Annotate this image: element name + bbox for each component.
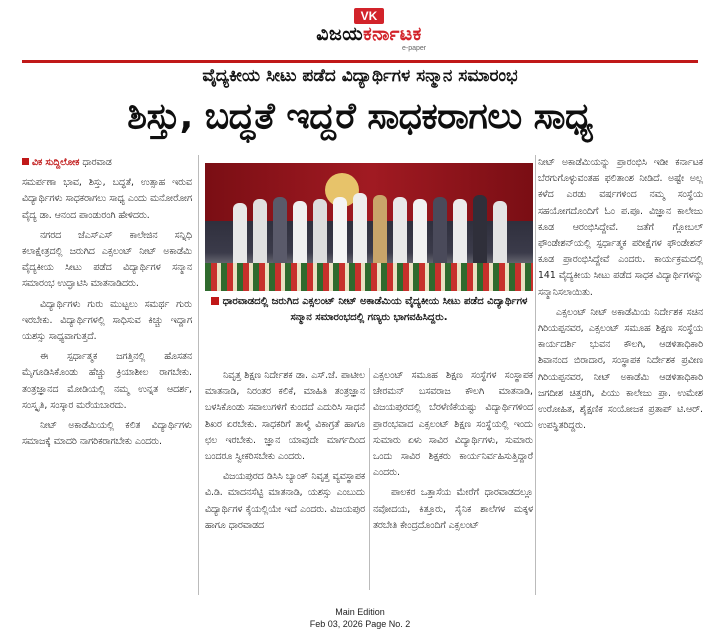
person-figure: [433, 197, 447, 263]
person-figure: [253, 199, 267, 263]
masthead: [0, 0, 720, 62]
paragraph: ವಿಜಯಪುರದ ಡಿಸಿಸಿ ಬ್ಯಾಂಕ್ ನಿವೃತ್ತ ವ್ಯವಸ್ಥಾಪಕ ವಿ.ಡಿ. ಮಾದನಸೆಟ್ಟಿ ಮಾತನಾಡಿ, ಯಶಸ್ಸು ಎಂಬುದು ವಿದ್ಯಾರ್ಥಿಗಳ ಕೈಯಲ್ಲಿಯೇ ಇದೆ ಎಂದರು. ವಿಜಯಪುರ ಹಾಗೂ ಧಾರವಾಡದ: [205, 471, 365, 531]
person-figure: [453, 199, 467, 263]
article-kicker: ವೈದ್ಯಕೀಯ ಸೀಟು ಪಡೆದ ವಿದ್ಯಾರ್ಥಿಗಳ ಸನ್ಮಾನ ಸಮಾರಂಭ: [202, 66, 518, 86]
person-figure: [273, 197, 287, 263]
person-figure: [313, 199, 327, 263]
article-column-4: [538, 155, 703, 590]
logo-subtitle: e-paper: [402, 45, 427, 52]
paragraph: ವಿದ್ಯಾರ್ಥಿಗಳು ಗುರು ಮುಟ್ಟಲು ಸಮರ್ಥ ಗುರು ಇರಬೇಕು. ವಿದ್ಯಾರ್ಥಿಗಳಲ್ಲಿ ಸಾಧಿಸುವ ಕಿಚ್ಚು ಇದ್ದಾಗ ಯಶಸ್ಸು ಸಾಧ್ಯವಾಗುತ್ತದೆ.: [22, 298, 192, 343]
paragraph: ಎಕ್ಸಲಂಟ್ ನೀಟ್ ಅಕಾಡೆಮಿಯ ನಿರ್ದೇಶಕ ಸಚಿನ ಗಿರಿಯಪ್ಪನವರ, ಎಕ್ಸಲಂಟ್ ಸಮೂಹ ಶಿಕ್ಷಣ ಸಂಸ್ಥೆಯ ಕಾರ್ಯದರ್ಶಿ ಭುವನ ಕೌಲಗಿ, ಆಡಳಿತಾಧಿಕಾರಿ ಶಿವಾನಂದ ಬಿರಾದಾರ, ಸಂಸ್ಥಾಪಕ ನಿರ್ದೇಶಕ ಪ್ರವೀಣ ಗಿರಿಯಪ್ಪನವರ, ನೀಟ್ ಅಕಾಡೆಮಿ ಆಡಳಿತಾಧಿಕಾರಿ ಜಗದೀಶ ಚಿತ್ತರಗಿ, ಪಿಯು ಕಾಲೇಜು ಪ್ರಾ. ಉಮೇಶ ಉರೋಹಿತ, ಶೈಕ್ಷಣಿಕ ಸಂಯೋಜಕ ಪ್ರತಾಪ್ ಟಿ.ಆರ್. ಉಪಸ್ಥಿತರಿದ್ದರು.: [538, 306, 703, 432]
byline-paragraph: [22, 155, 192, 171]
article-headline: ಶಿಸ್ತು, ಬದ್ಧತೆ ಇದ್ದರೆ ಸಾಧಕರಾಗಲು ಸಾಧ್ಯ: [127, 96, 593, 137]
person-figure: [353, 193, 367, 263]
column-divider: [535, 155, 536, 595]
person-figure: [233, 203, 247, 263]
newspaper-logo[interactable]: [284, 8, 454, 52]
article-column-1: [22, 155, 192, 595]
caption-square-icon: [211, 297, 219, 305]
logo-vk-mark: VK: [354, 8, 384, 24]
date-page-label: Feb 03, 2026 Page No. 2: [309, 619, 411, 629]
edition-label: Main Edition: [335, 607, 385, 617]
article-column-2: [205, 368, 365, 590]
person-figure: [493, 201, 507, 263]
person-figure: [413, 199, 427, 263]
person-figure: [473, 195, 487, 263]
paragraph: ಎಕ್ಸಲಂಟ್ ಸಮೂಹ ಶಿಕ್ಷಣ ಸಂಸ್ಥೆಗಳ ಸಂಸ್ಥಾಪಕ ಚೇರಮನ್ ಬಸವರಾಜ ಕೌಲಗಿ ಮಾತನಾಡಿ, ವಿಜಯಪುರದಲ್ಲಿ ಬೆರಳೆಣಿಕೆಯಷ್ಟು ವಿದ್ಯಾರ್ಥಿಗಳಿಂದ ಪ್ರಾರಂಭವಾದ ಎಕ್ಸಲಂಟ್ ಶಿಕ್ಷಣ ಸಂಸ್ಥೆಯಲ್ಲಿ ಇಂದು ಸುಮಾರು ಏಳು ಸಾವಿರ ವಿದ್ಯಾರ್ಥಿಗಳು, ಸುಮಾರು ಒಂದು ಸಾವಿರ ಶಿಕ್ಷಕರು ಕಾರ್ಯನಿರ್ವಹಿಸುತ್ತಿದ್ದಾರೆ ಎಂದರು.: [373, 370, 533, 479]
person-figure: [373, 195, 387, 263]
person-figure: [333, 197, 347, 263]
paragraph: ನಿವೃತ್ತ ಶಿಕ್ಷಣ ನಿರ್ದೇಶಕ ಡಾ. ಎಸ್.ಜೆ. ಪಾಟೀಲ ಮಾತನಾಡಿ, ನಿರಂತರ ಕಲಿಕೆ, ಮಾಹಿತಿ ತಂತ್ರಜ್ಞಾನ ಬಳಸಿಕೊಂಡು ಸವಾಲುಗಳಿಗೆ ಕುಂದದೆ ಎದುರಿಸಿ ಸಾಧನೆ ಶಿಖರ ಏರಬೇಕು. ಸಾಧಕರಿಗೆ ತಾಳ್ಮೆ ವಿಕಾಗ್ರತೆ ಹಾಗೂ ಛಲ ಇರಬೇಕು. ಜ್ಞಾನ ಯಾವುದೇ ಮಾರ್ಗದಿಂದ ಬಂದರೂ ಸ್ವೀಕರಿಸಬೇಕು ಎಂದರು.: [205, 370, 365, 463]
event-photo[interactable]: [205, 163, 533, 291]
paragraph: ನಗರದ ಜೆಎಸ್‌ಎಸ್ ಕಾಲೇಜಿನ ಸನ್ನಿಧಿ ಕಲಾಕ್ಷೇತ್ರದಲ್ಲಿ ಜರುಗಿದ ಎಕ್ಸಲಂಟ್ ನೀಟ್ ಅಕಾಡೆಮಿ ವೈದ್ಯಕೀಯ ಸೀಟು ಪಡೆದ ವಿದ್ಯಾರ್ಥಿಗಳ ಸನ್ಮಾನ ಸಮಾರಂಭ ಉದ್ಘಾಟಿಸಿ ಮಾತನಾಡಿದರು.: [22, 229, 192, 290]
paragraph: ನೀಟ್ ಅಕಾಡೆಮಿಯನ್ನು ಪ್ರಾರಂಭಿಸಿ ಇಡೀ ಕರ್ನಾಟಕ ಬೆರಗುಗೊಳ್ಳುವಂತಹ ಫಲಿತಾಂಶ ನೀಡಿದೆ. ಅಷ್ಟೇ ಅಲ್ಲ ಕಳೆದ ಎರಡು ವರ್ಷಗಳಿಂದ ನಮ್ಮ ಸಂಸ್ಥೆಯ ಸಹಯೋಗದೊಂದಿಗೆ ಓಂ ಪ.ಪೂ. ವಿಜ್ಞಾನ ಕಾಲೇಜು ಕೂಡ ಆರಂಭಿಸಿದ್ದೇವೆ. ಜತೆಗೆ ಗ್ಲೋಬಲ್ ಫೌಂಡೇಶನ್‌ಯಲ್ಲಿ ಸ್ಪರ್ಧಾತ್ಮಕ ಪರೀಕ್ಷೆಗಳ ಫೌಂಡೇಶನ್ ಕೂಡ ಪ್ರಾರಂಭಿಸಿದ್ದೇವೆ ಎಂದರು. ಕಾರ್ಯಕ್ರಮದಲ್ಲಿ 141 ವೈದ್ಯಕೀಯ ಸೀಟು ಪಡೆದ ಸಾಧಕ ವಿದ್ಯಾರ್ಥಿಗಳನ್ನು ಸನ್ಮಾನಿಸಲಾಯಿತು.: [538, 157, 703, 298]
article-column-3: [373, 368, 533, 590]
caption-text: ಧಾರವಾಡದಲ್ಲಿ ಜರುಗಿದ ಎಕ್ಸಲಂಟ್ ನೀಟ್ ಅಕಾಡೆಮಿಯ ವೈದ್ಯಕೀಯ ಸೀಟು ಪಡೆದ ವಿದ್ಯಾರ್ಥಿಗಳ ಸನ್ಮಾನ ಸಮಾರಂಭದಲ್ಲಿ ಗಣ್ಯರು ಭಾಗವಹಿಸಿದ್ದರು.: [222, 296, 528, 323]
paragraph: ಈ ಸ್ಪರ್ಧಾತ್ಮಕ ಜಗತ್ತಿನಲ್ಲಿ ಹೊಸತನ ಮೈಗೂಡಿಸಿಕೊಂಡು ಹೆಚ್ಚು ಕ್ರಿಯಾಶೀಲ ರಾಗಬೇಕು. ತಂತ್ರಜ್ಞಾನದ ಮೋಡಿಯಲ್ಲಿ ನಮ್ಮ ಉನ್ನತ ಆದರ್ಶ, ಸಂಸ್ಕೃತಿ, ಸಂಸ್ಕಾರ ಮರೆಯಬಾರದು.: [22, 351, 192, 411]
byline-square-icon: [22, 158, 29, 165]
photo-caption: [205, 294, 533, 326]
column-divider: [198, 155, 199, 595]
logo-wordmark: [284, 22, 454, 46]
paragraph: ನೀಟ್ ಅಕಾಡೆಮಿಯಲ್ಲಿ ಕಲಿತ ವಿದ್ಯಾರ್ಥಿಗಳು ಸಮಾಜಕ್ಕೆ ಮಾದರಿ ನಾಗರಿಕರಾಗಬೇಕು ಎಂದರು.: [22, 420, 192, 448]
logo-word-black: ವಿಜಯ: [316, 23, 364, 45]
dateline: ಧಾರವಾಡ: [82, 157, 112, 168]
person-figure: [393, 197, 407, 263]
byline: ವಿಕ ಸುದ್ದಿಲೋಕ: [32, 157, 80, 168]
logo-word-red: ಕರ್ನಾಟಕ: [363, 23, 422, 45]
person-figure: [293, 201, 307, 263]
paragraph: ಪಾಲಕರ ಒತ್ತಾಸೆಯ ಮೇರೆಗೆ ಧಾರವಾಡದಲ್ಲೂ ನವೋದಯ, ಕಿತ್ತೂರು, ಸೈನಿಕ ಶಾಲೆಗಳ ಮಕ್ಕಳ ತರಬೇತಿ ಕೇಂದ್ರದೊಂದಿಗೆ ಎಕ್ಸಲಂಟ್: [373, 487, 533, 531]
page-footer: [0, 606, 720, 630]
flower-decoration: [205, 263, 533, 291]
paragraph: ಸಮರ್ಪಣಾ ಭಾವ, ಶಿಸ್ತು, ಬದ್ಧತೆ, ಉತ್ಸಾಹ ಇರುವ ವಿದ್ಯಾರ್ಥಿಗಳು ಸಾಧಕರಾಗಲು ಸಾಧ್ಯ ಎಂದು ಮನೋರೋಗ ವೈದ್ಯ ಡಾ. ಆನಂದ ಪಾಂಡುರಂಗಿ ಹೇಳಿದರು.: [22, 177, 192, 221]
column-divider: [369, 368, 370, 590]
masthead-rule: [22, 60, 698, 63]
